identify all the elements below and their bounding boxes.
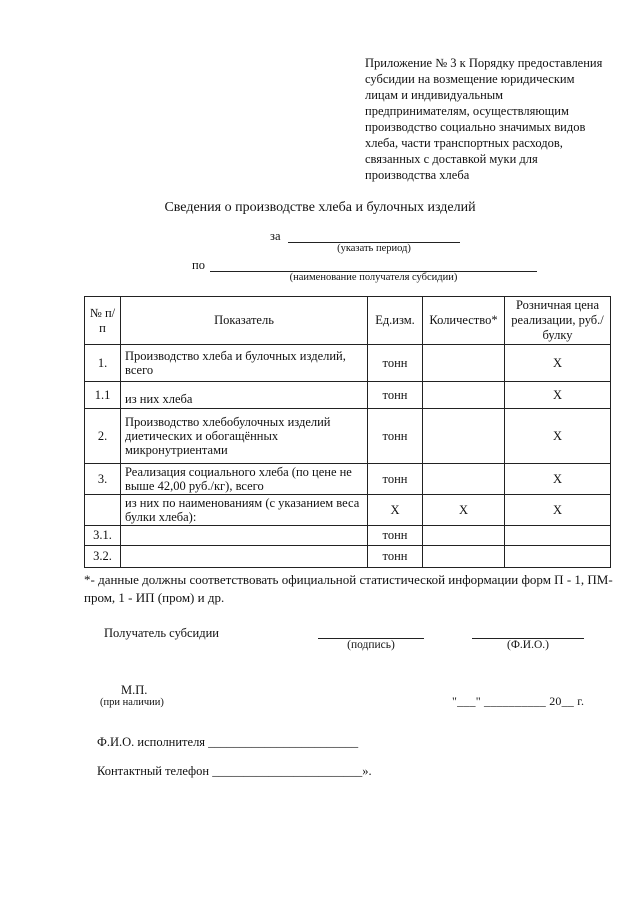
- recipient-hint: (наименование получателя субсидии): [289, 272, 458, 283]
- cell-quantity: Х: [423, 495, 505, 526]
- appendix-line: субсидии на возмещение юридическим: [365, 72, 575, 86]
- header-num: № п/п: [85, 297, 121, 345]
- appendix-line: связанных с доставкой муки для: [365, 152, 538, 166]
- cell-num: 1.: [85, 345, 121, 382]
- appendix-line: хлеба, части транспортных расходов,: [365, 136, 563, 150]
- cell-unit: тонн: [368, 464, 423, 495]
- table-row: [85, 526, 611, 546]
- table-row: [85, 382, 611, 409]
- table-row: [85, 345, 611, 382]
- cell-num: 3.: [85, 464, 121, 495]
- cell-num: 3.2.: [85, 546, 121, 568]
- cell-quantity[interactable]: [423, 409, 505, 464]
- header-indicator: Показатель: [121, 297, 368, 345]
- period-label: за: [270, 229, 281, 243]
- cell-indicator: Производство хлеба и булочных изделий, всего: [121, 345, 368, 382]
- header-price: Розничная цена реализации, руб./булку: [505, 297, 611, 345]
- recipient-label: по: [192, 258, 205, 272]
- table-header-row: [85, 297, 611, 345]
- signature-hint: (подпись): [347, 639, 395, 651]
- cell-quantity[interactable]: [423, 464, 505, 495]
- cell-unit: Х: [368, 495, 423, 526]
- cell-price: Х: [505, 464, 611, 495]
- production-table: [84, 296, 611, 568]
- cell-price: Х: [505, 409, 611, 464]
- cell-indicator[interactable]: [121, 546, 368, 568]
- footnote: *- данные должны соответствовать официальной статистической информации форм П - 1, ПМ-пром, 1 - ИП (пром) и др.: [84, 572, 613, 605]
- date-field[interactable]: "___" __________ 20__ г.: [452, 694, 585, 708]
- appendix-note: [365, 55, 633, 183]
- cell-num: [85, 495, 121, 526]
- stamp-hint: (при наличии): [100, 697, 164, 708]
- appendix-line: Приложение № 3 к Порядку предоставления: [365, 56, 603, 70]
- cell-unit: тонн: [368, 546, 423, 568]
- appendix-line: предпринимателям, осуществляющим: [365, 104, 569, 118]
- cell-quantity[interactable]: [423, 382, 505, 409]
- phone-field[interactable]: Контактный телефон ________________________».: [97, 764, 372, 778]
- period-hint: (указать период): [337, 243, 411, 254]
- document-title: Сведения о производстве хлеба и булочных изделий: [164, 200, 476, 215]
- cell-price[interactable]: [505, 546, 611, 568]
- cell-price: Х: [505, 495, 611, 526]
- cell-price: Х: [505, 382, 611, 409]
- header-quantity: Количество*: [423, 297, 505, 345]
- cell-indicator: Реализация социального хлеба (по цене не выше 42,00 руб./кг), всего: [121, 464, 368, 495]
- cell-indicator: Производство хлебобулочных изделий диетических и обогащённых микронутриентами: [121, 409, 368, 464]
- table-row: [85, 546, 611, 568]
- cell-unit: тонн: [368, 382, 423, 409]
- executor-field[interactable]: Ф.И.О. исполнителя ________________________: [97, 735, 359, 749]
- appendix-line: производство социально значимых видов: [365, 120, 586, 134]
- cell-unit: тонн: [368, 345, 423, 382]
- cell-unit: тонн: [368, 526, 423, 546]
- table-row: [85, 464, 611, 495]
- cell-price[interactable]: [505, 526, 611, 546]
- cell-indicator: из них по наименованиям (с указанием веса булки хлеба):: [121, 495, 368, 526]
- cell-unit: тонн: [368, 409, 423, 464]
- table-row: [85, 409, 611, 464]
- table-row: [85, 495, 611, 526]
- cell-quantity[interactable]: [423, 526, 505, 546]
- cell-num: 1.1: [85, 382, 121, 409]
- header-unit: Ед.изм.: [368, 297, 423, 345]
- cell-indicator[interactable]: [121, 526, 368, 546]
- cell-num: 2.: [85, 409, 121, 464]
- appendix-line: производства хлеба: [365, 168, 470, 182]
- appendix-line: лицам и индивидуальным: [365, 88, 504, 102]
- cell-price: Х: [505, 345, 611, 382]
- stamp-label: М.П.: [121, 683, 148, 697]
- cell-num: 3.1.: [85, 526, 121, 546]
- signature-recipient-label: Получатель субсидии: [104, 626, 219, 640]
- cell-indicator: из них хлеба: [121, 382, 368, 409]
- fio-hint: (Ф.И.О.): [507, 639, 549, 651]
- cell-quantity[interactable]: [423, 546, 505, 568]
- cell-quantity[interactable]: [423, 345, 505, 382]
